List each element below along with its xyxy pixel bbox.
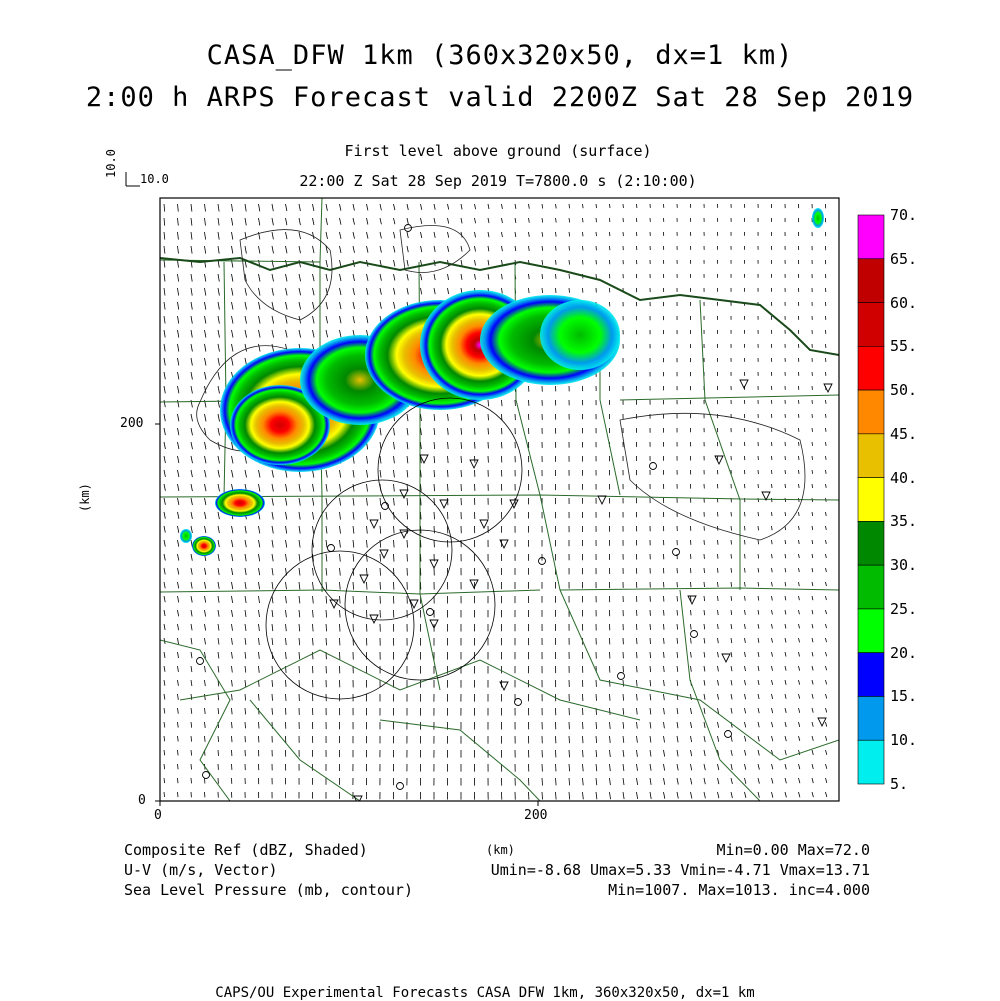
colorbar-label: 50.: [890, 381, 917, 399]
colorbar-swatch: [858, 521, 884, 565]
time-info: 22:00 Z Sat 28 Sep 2019 T=7800.0 s (2:10:00): [0, 172, 996, 190]
x-tick-0: 0: [154, 808, 162, 823]
colorbar-swatch: [858, 653, 884, 697]
colorbar-swatch: [858, 259, 884, 303]
colorbar-label: 55.: [890, 337, 917, 355]
colorbar-label: 60.: [890, 294, 917, 312]
colorbar-label: 30.: [890, 556, 917, 574]
footer-credit: CAPS/OU Experimental Forecasts CASA DFW 1km, 360x320x50, dx=1 km: [0, 985, 970, 1001]
colorbar-label: 5.: [890, 775, 908, 793]
footer-fields: [124, 840, 413, 900]
title-line-1: CASA_DFW 1km (360x320x50, dx=1 km): [0, 40, 1000, 71]
colorbar-swatch: [858, 346, 884, 390]
colorbar-label: 10.: [890, 731, 917, 749]
footer-stats: [491, 840, 870, 900]
colorbar-swatch: [858, 609, 884, 653]
colorbar-swatch: [858, 434, 884, 478]
footer-field-wind: U-V (m/s, Vector): [124, 860, 413, 880]
reference-vector: [126, 172, 140, 186]
colorbar-swatch: [858, 215, 884, 259]
colorbar: [858, 215, 884, 784]
colorbar-swatch: [858, 390, 884, 434]
footer-field-ref: Composite Ref (dBZ, Shaded): [124, 840, 413, 860]
colorbar-label: 15.: [890, 687, 917, 705]
level-label: First level above ground (surface): [0, 142, 996, 160]
reference-vector-label-h: 10.0: [140, 172, 169, 186]
colorbar-label: 70.: [890, 206, 917, 224]
colorbar-label: 25.: [890, 600, 917, 618]
colorbar-label: 35.: [890, 512, 917, 530]
colorbar-label: 65.: [890, 250, 917, 268]
colorbar-swatch: [858, 303, 884, 347]
x-axis-label: (km): [486, 843, 515, 857]
y-axis-label: (km): [78, 483, 92, 512]
footer-stats-pressure: Min=1007. Max=1013. inc=4.000: [491, 880, 870, 900]
footer-stats-ref: Min=0.00 Max=72.0: [491, 840, 870, 860]
colorbar-swatch: [858, 478, 884, 522]
y-tick-0: 0: [138, 793, 146, 808]
footer-field-pressure: Sea Level Pressure (mb, contour): [124, 880, 413, 900]
title-line-2: 2:00 h ARPS Forecast valid 2200Z Sat 28 Sep 2019: [0, 82, 1000, 113]
colorbar-label: 45.: [890, 425, 917, 443]
y-tick-200: 200: [120, 416, 143, 431]
colorbar-swatch: [858, 696, 884, 740]
footer-stats-wind: Umin=-8.68 Umax=5.33 Vmin=-4.71 Vmax=13.71: [491, 860, 870, 880]
colorbar-swatch: [858, 565, 884, 609]
colorbar-label: 40.: [890, 469, 917, 487]
colorbar-label: 20.: [890, 644, 917, 662]
reference-vector-label-v: 10.0: [104, 149, 118, 178]
colorbar-swatch: [858, 740, 884, 784]
x-tick-200: 200: [524, 808, 547, 823]
